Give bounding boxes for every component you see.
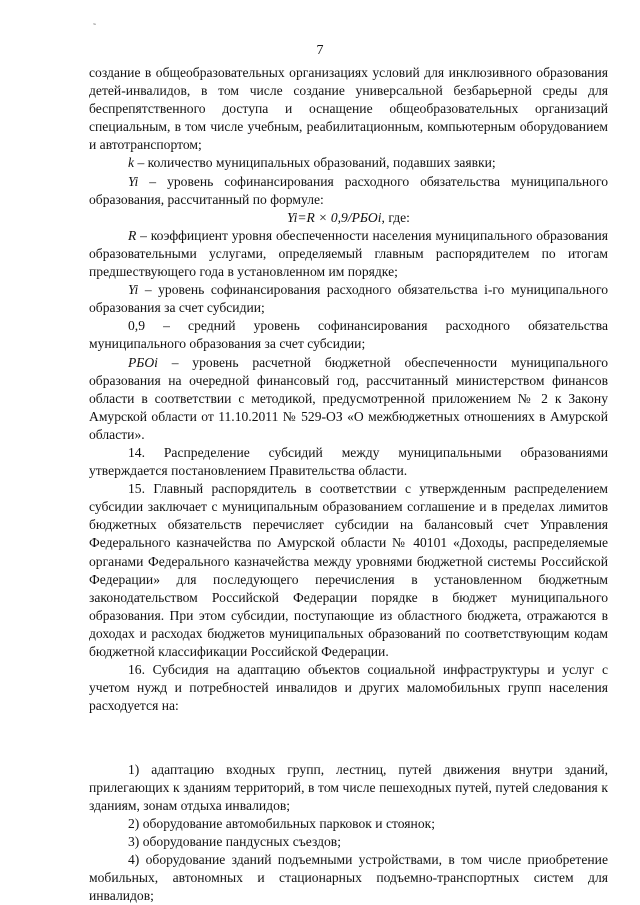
paragraph	[89, 354, 608, 444]
paragraph	[89, 173, 608, 209]
formula-tail: , где:	[381, 209, 410, 225]
paragraph	[89, 64, 608, 154]
paragraph	[89, 851, 608, 905]
paragraph-text: 15. Главный распорядитель в соответствии с утвержденным распределением субсидии заключает с муниципальным образованием соглашение и в пределах лимитов бюджетных обязательств перечисляет субсидии на балансовый счет Управления Федерального казначейства по Амурской области № 40101 «Доходы, распределяемые органами Федерального казначейства между уровнями бюджетной системы Российской Федерации» для последующего перечисления в установленном бюджетным законодательством Российской Федерации порядке в бюджет муниципального образования. При этом субсидии, поступающие из областного бюджета, отражаются в доходах и расходах бюджетов муниципальных образований по соответствующим кодам бюджетной классификации Российской Федерации.	[89, 481, 608, 659]
variable-symbol: Yi	[128, 173, 139, 189]
paragraph	[89, 815, 608, 833]
formula	[89, 209, 608, 227]
paragraph	[89, 154, 608, 172]
paragraph-text: 4) оборудование зданий подъемными устройствами, в том числе приобретение мобильных, автономных и стационарных подъемно-транспортных систем для инвалидов;	[89, 852, 608, 904]
paragraph-text: 3) оборудование пандусных съездов;	[128, 834, 341, 850]
paragraph	[89, 281, 608, 317]
paragraph-text: 16. Субсидия на адаптацию объектов социальной инфраструктуры и услуг с учетом нужд и потребностей инвалидов и других маломобильных групп населения расходуется на:	[89, 662, 608, 714]
paragraph	[89, 444, 608, 480]
paragraph-text: – количество муниципальных образований, подавших заявки;	[134, 155, 496, 171]
paragraph	[89, 317, 608, 353]
paragraph-text: – коэффициент уровня обеспеченности населения муниципального образования образовательными услугами, определяемый главным распорядителем по итогам предшествующего года в установленном им порядке;	[89, 227, 608, 280]
paragraph-text: – уровень софинансирования расходного обязательства i-го муниципального образования за счет субсидии;	[89, 282, 608, 316]
variable-symbol: Yi	[128, 282, 139, 298]
variable-symbol: k	[128, 155, 135, 171]
paragraph-text: создание в общеобразовательных организациях условий для инклюзивного образования детей-инвалидов, в том числе создание универсальной безбарьерной среды для беспрепятственного доступа и оснащение общеобразовательных организаций специальным, в том числе учебным, реабилитационным, компьютерным оборудованием и автотранспортом;	[89, 65, 608, 153]
paragraph	[89, 833, 608, 851]
paragraph	[89, 227, 608, 281]
variable-symbol: РБОi	[128, 354, 158, 370]
paragraph-spacer	[89, 729, 608, 747]
page-number: 7	[316, 43, 324, 58]
paragraph-text: 0,9 – средний уровень софинансирования расходного обязательства муниципального образования за счет субсидии;	[89, 318, 608, 352]
variable-symbol: R	[128, 227, 137, 243]
corner-mark: ˜	[93, 22, 96, 32]
paragraph-text: 14. Распределение субсидий между муниципальными образованиями утверждается постановлением Правительства области.	[89, 444, 608, 479]
paragraph	[89, 761, 608, 815]
paragraph	[89, 661, 608, 715]
paragraph-text: 2) оборудование автомобильных парковок и стоянок;	[128, 815, 435, 831]
paragraph-text: 1) адаптацию входных групп, лестниц, путей движения внутри зданий, прилегающих к зданиям территорий, в том числе пешеходных путей, путей следования к зданиям, зонам отдыха инвалидов;	[89, 761, 608, 813]
paragraph	[89, 480, 608, 661]
formula-expression: Yi=R × 0,9/РБОi	[287, 209, 382, 225]
paragraph-text: – уровень софинансирования расходного обязательства муниципального образования, рассчитанный по формуле:	[89, 173, 608, 207]
paragraph-text: – уровень расчетной бюджетной обеспеченности муниципального образования на очередной финансовый год, рассчитанный министерством финансов области в соответствии с методикой, предусмотренной приложением № 2 к Закону Амурской области от 11.10.2011 № 529-ОЗ «О межбюджетных отношениях в Амурской области».	[89, 354, 608, 442]
document-body	[89, 64, 608, 905]
